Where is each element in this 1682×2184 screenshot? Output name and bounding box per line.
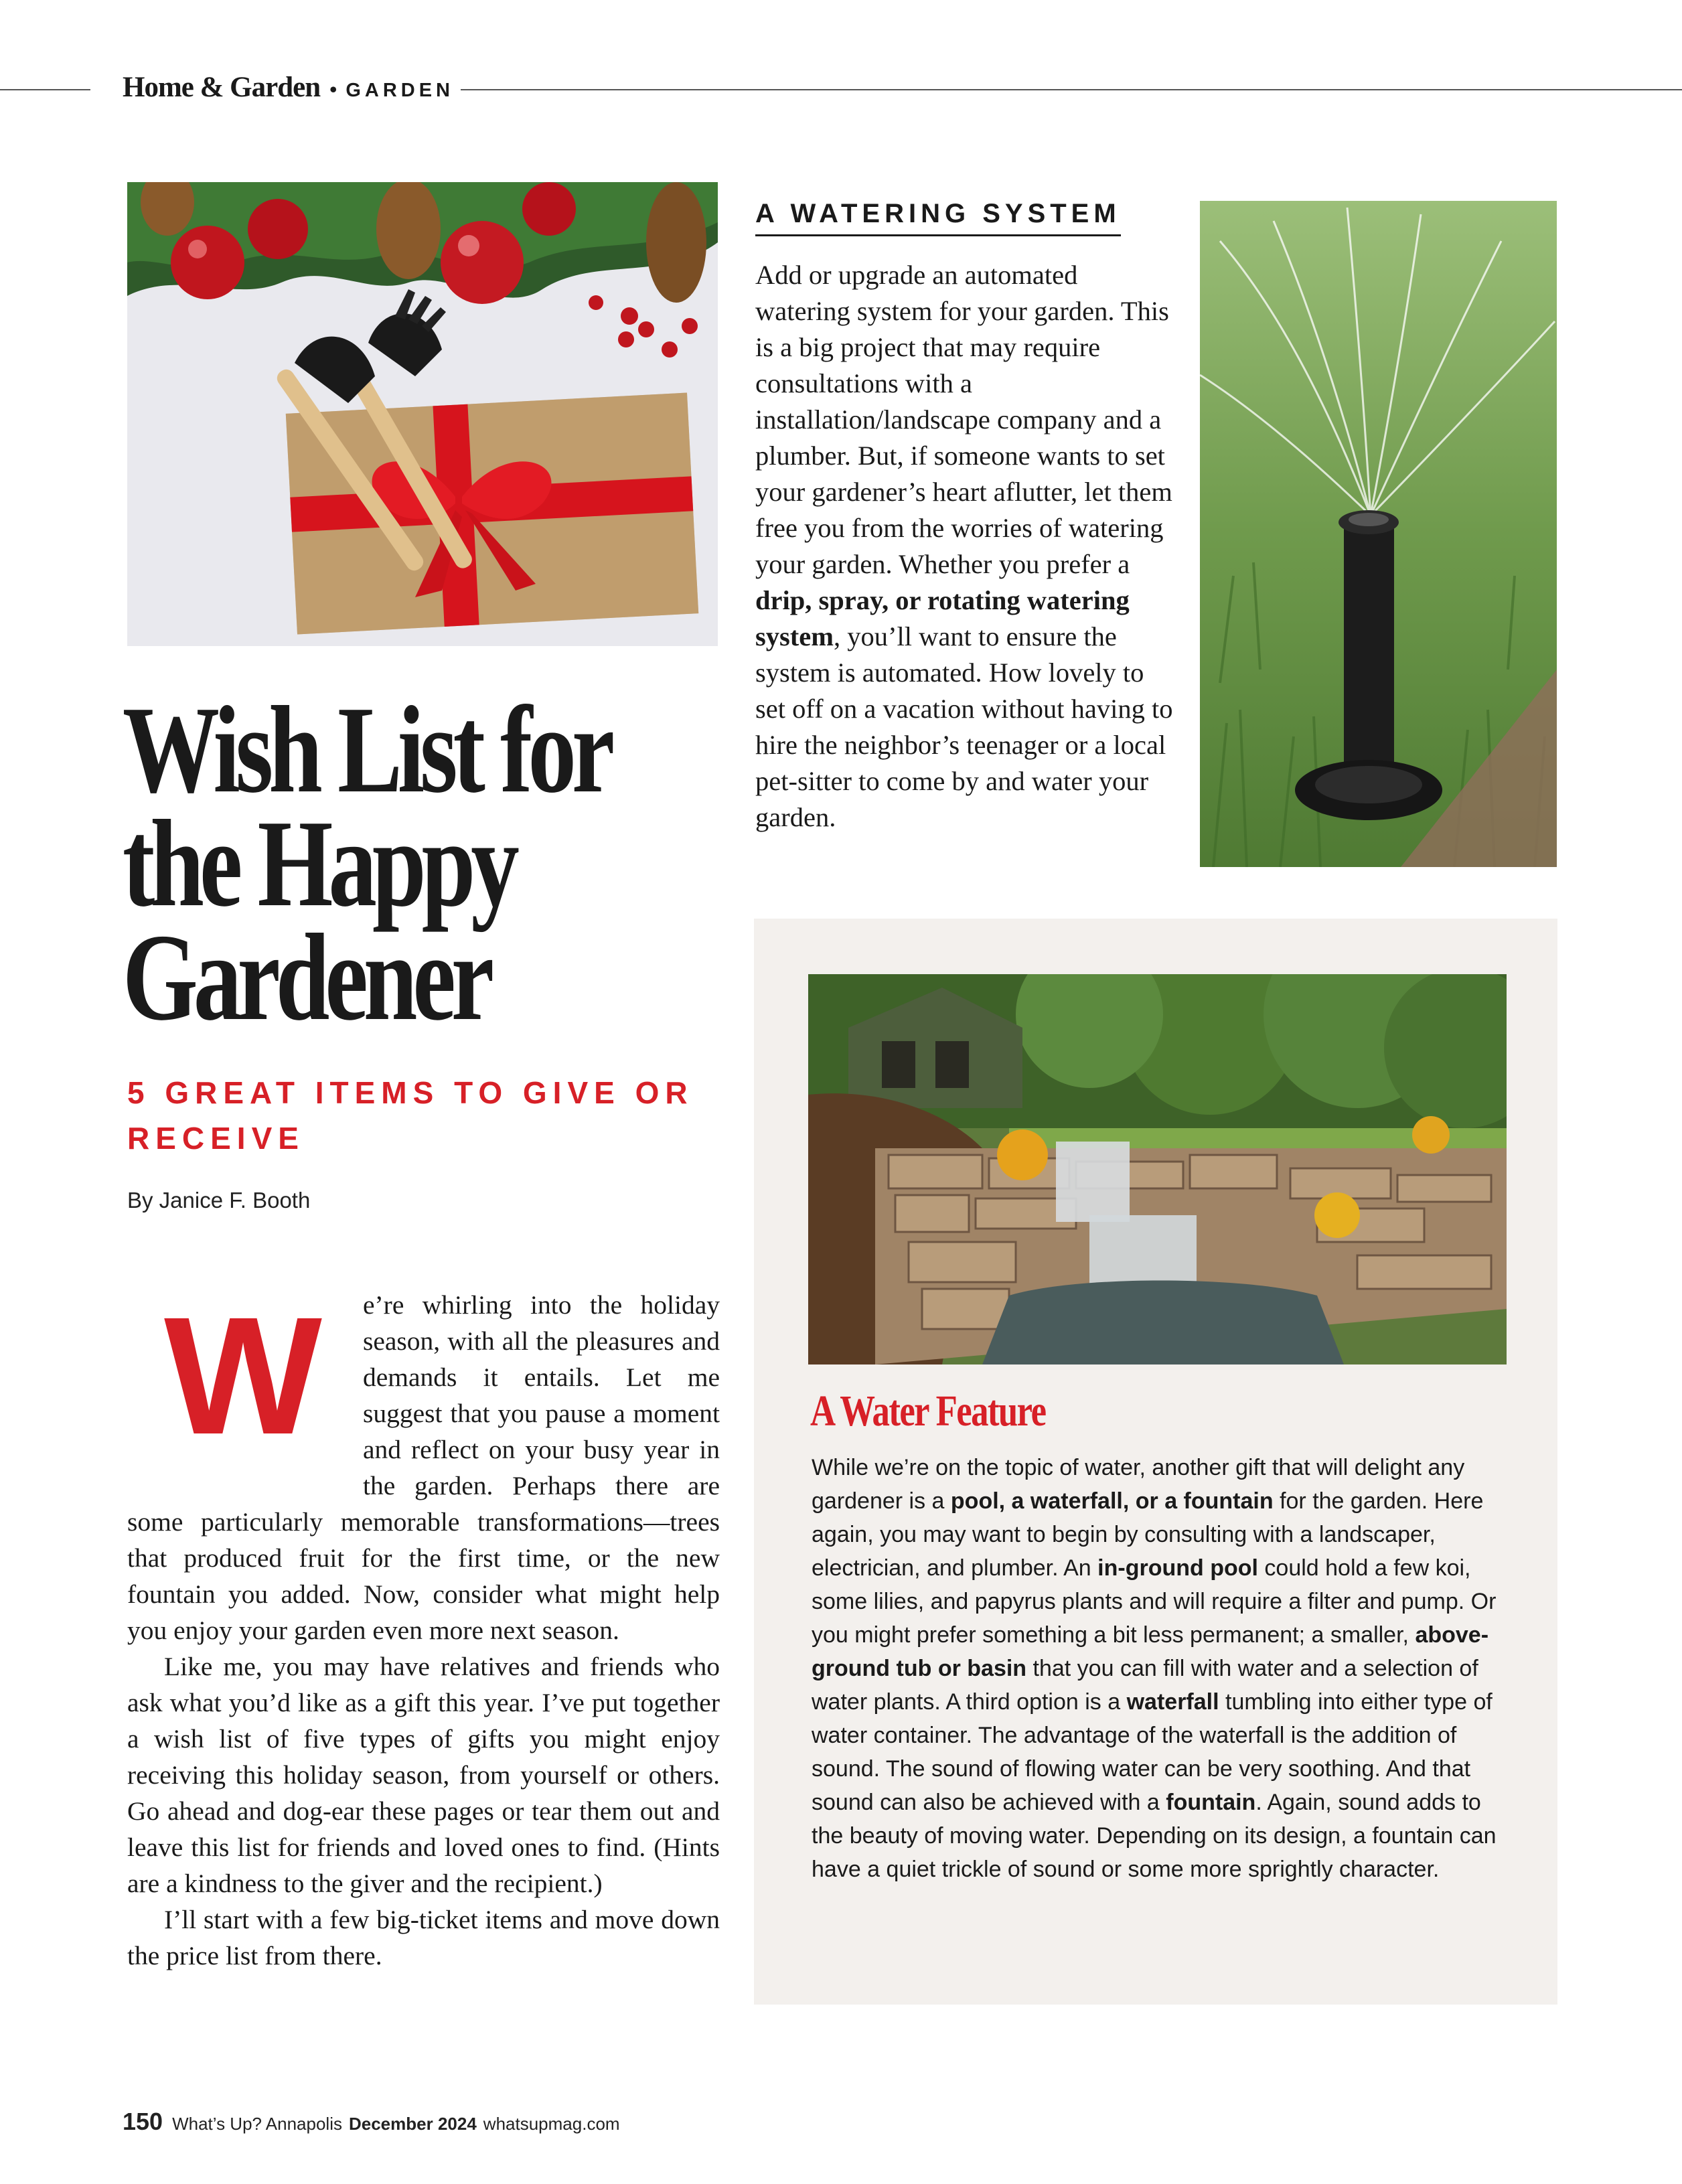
title-line-1: Wish List for	[123, 681, 611, 819]
page-footer	[123, 2108, 620, 2136]
issue-date: December 2024	[348, 2114, 477, 2134]
drop-cap: W	[164, 1282, 322, 1469]
wf-bold-1: pool, a waterfall, or a fountain	[950, 1488, 1274, 1514]
section-separator: •	[329, 77, 337, 101]
watering-heading: A WATERING SYSTEM	[755, 199, 1121, 236]
wf-text-4: that you can fill with water and a selection of water plants. A third option is a	[812, 1656, 1478, 1715]
drop-cap-space	[127, 1282, 363, 1500]
waterfall-photo	[808, 974, 1507, 1364]
watering-text-2: , you’ll want to ensure the system is automated. How lovely to set off on a vacation without having to hire the neighbor’s teenager or a local pet-sitter to come by and water your garden.	[755, 621, 1173, 832]
wf-bold-2: in-ground pool	[1097, 1555, 1258, 1581]
wf-bold-4: waterfall	[1126, 1689, 1219, 1715]
subsection-name: GARDEN	[346, 80, 454, 101]
intro-body	[127, 1282, 720, 1974]
title-line-3: Gardener	[123, 909, 490, 1046]
section-name: Home & Garden	[123, 72, 321, 103]
water-feature-body	[812, 1451, 1515, 1886]
wf-bold-5: fountain	[1166, 1790, 1256, 1815]
website: whatsupmag.com	[483, 2114, 620, 2134]
wf-text-5: tumbling into either type of water container. The advantage of the waterfall is the addition of sound. The sound of flowing water can be very soothing. And that sound can also be achieved with a	[812, 1689, 1493, 1815]
intro-paragraph-3: I’ll start with a few big-ticket items and move down the price list from there.	[127, 1905, 720, 1970]
watering-bold: drip, spray, or rotating watering system	[755, 585, 1130, 651]
intro-paragraph-1: e’re whirling into the holiday season, with all the pleasures and demands it entails. Let me suggest that you pause a moment and reflect on your busy year in the garden. Perhaps there are some particularly memorable transformations—trees that produced fruit for the first time, or the new fountain you added. Now, consider what might help you enjoy your garden even more next season.	[127, 1290, 720, 1645]
wf-text-3: could hold a few koi, some lilies, and papyrus plants and will require a filter and pump. Or you might prefer something a bit less permanent; a smaller,	[812, 1555, 1497, 1648]
article-dek: 5 GREAT ITEMS TO GIVE OR RECEIVE	[127, 1075, 694, 1156]
wf-text-1: While we’re on the topic of water, another gift that will delight any gardener is a	[812, 1455, 1465, 1514]
page-number: 150	[123, 2108, 163, 2135]
header-rule-right	[461, 89, 1682, 90]
title-line-2: the Happy	[123, 795, 515, 933]
section-label	[123, 71, 454, 104]
header-rule-left	[0, 89, 90, 90]
water-feature-title: A Water Feature	[810, 1387, 1046, 1435]
watering-body	[755, 257, 1174, 836]
watering-text-1: Add or upgrade an automated watering system for your garden. This is a big project that may require consultations with a installation/landscape company and a plumber. But, if someone wants to set your gardener’s heart aflutter, let them free you from the worries of watering your garden. Whether you prefer a	[755, 260, 1172, 579]
sprinkler-photo	[1200, 201, 1557, 867]
wf-text-6: . Again, sound adds to the beauty of moving water. Depending on its design, a fountain can have a quiet trickle of sound or some more sprightly character.	[812, 1790, 1497, 1882]
intro-paragraph-2: Like me, you may have relatives and friends who ask what you’d like as a gift this year. I’ve put together a wish list of five types of gifts you might enjoy receiving this holiday season, from yourself or others. Go ahead and dog-ear these pages or tear them out and leave this list for friends and loved ones to find. (Hints are a kindness to the giver and the recipient.)	[127, 1652, 720, 1898]
gift-tools-photo	[127, 182, 718, 646]
wf-text-2: for the garden. Here again, you may want to begin by consulting with a landscaper, electrician, and plumber. An	[812, 1488, 1484, 1581]
wf-bold-3: above-ground tub or basin	[812, 1622, 1489, 1681]
publication-name: What’s Up? Annapolis	[172, 2114, 342, 2134]
article-byline: By Janice F. Booth	[127, 1188, 311, 1213]
article-title	[123, 681, 712, 1046]
